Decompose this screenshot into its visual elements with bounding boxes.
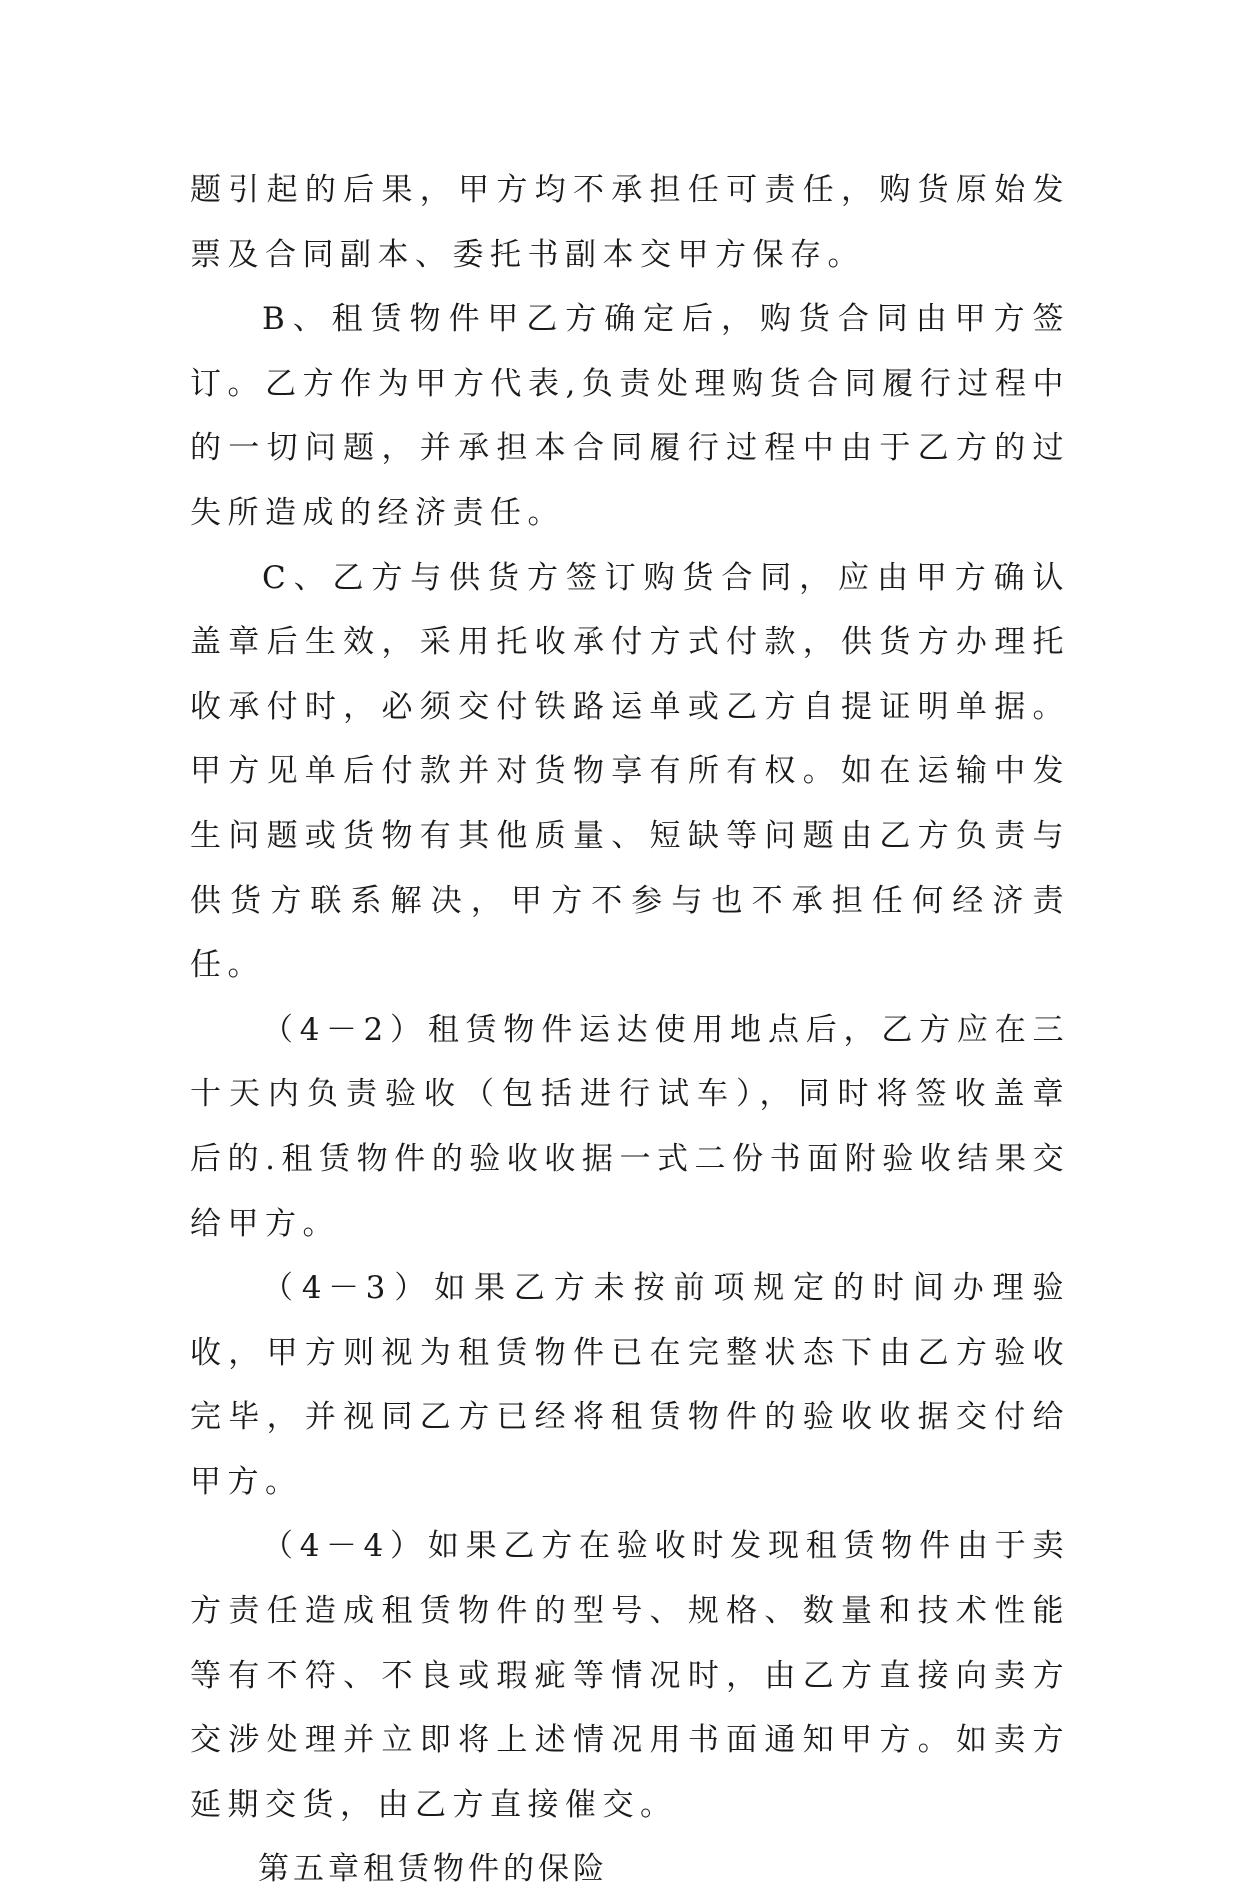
paragraph-continuation: 题引起的后果，甲方均不承担任可责任，购货原始发票及合同副本、委托书副本交甲方保存。	[190, 172, 1070, 273]
paragraph-clause-4-4: （4－4）如果乙方在验收时发现租赁物件由于卖方责任造成租赁物件的型号、规格、数量和技术性能等有不符、不良或瑕疵等情况时，由乙方直接向卖方交涉处理并立即将上述情况用书面通知甲方。如卖方延期交货，由乙方直接催交。	[190, 1528, 1070, 1823]
document-body	[190, 158, 1070, 1902]
paragraph-clause-4-3: （4－3）如果乙方未按前项规定的时间办理验收，甲方则视为租赁物件已在完整状态下由乙方验收完毕，并视同乙方已经将租赁物件的验收收据交付给甲方。	[190, 1270, 1070, 1500]
paragraph-clause-c: C、乙方与供货方签订购货合同，应由甲方确认盖章后生效，采用托收承付方式付款，供货方办理托收承付时，必须交付铁路运单或乙方自提证明单据。甲方见单后付款并对货物享有所有权。如在运输中发生问题或货物有其他质量、短缺等问题由乙方负责与供货方联系解决，甲方不参与也不承担任何经济责任。	[190, 559, 1070, 984]
paragraph-clause-b: B、租赁物件甲乙方确定后，购货合同由甲方签订。乙方作为甲方代表,负责处理购货合同履行过程中的一切问题，并承担本合同履行过程中由于乙方的过失所造成的经济责任。	[190, 301, 1070, 531]
paragraph-clause-4-2: （4－2）租赁物件运达使用地点后，乙方应在三十天内负责验收（包括进行试车），同时将签收盖章后的.租赁物件的验收收据一式二份书面附验收结果交给甲方。	[190, 1011, 1070, 1242]
chapter-heading: 第五章租赁物件的保险	[258, 1851, 608, 1888]
